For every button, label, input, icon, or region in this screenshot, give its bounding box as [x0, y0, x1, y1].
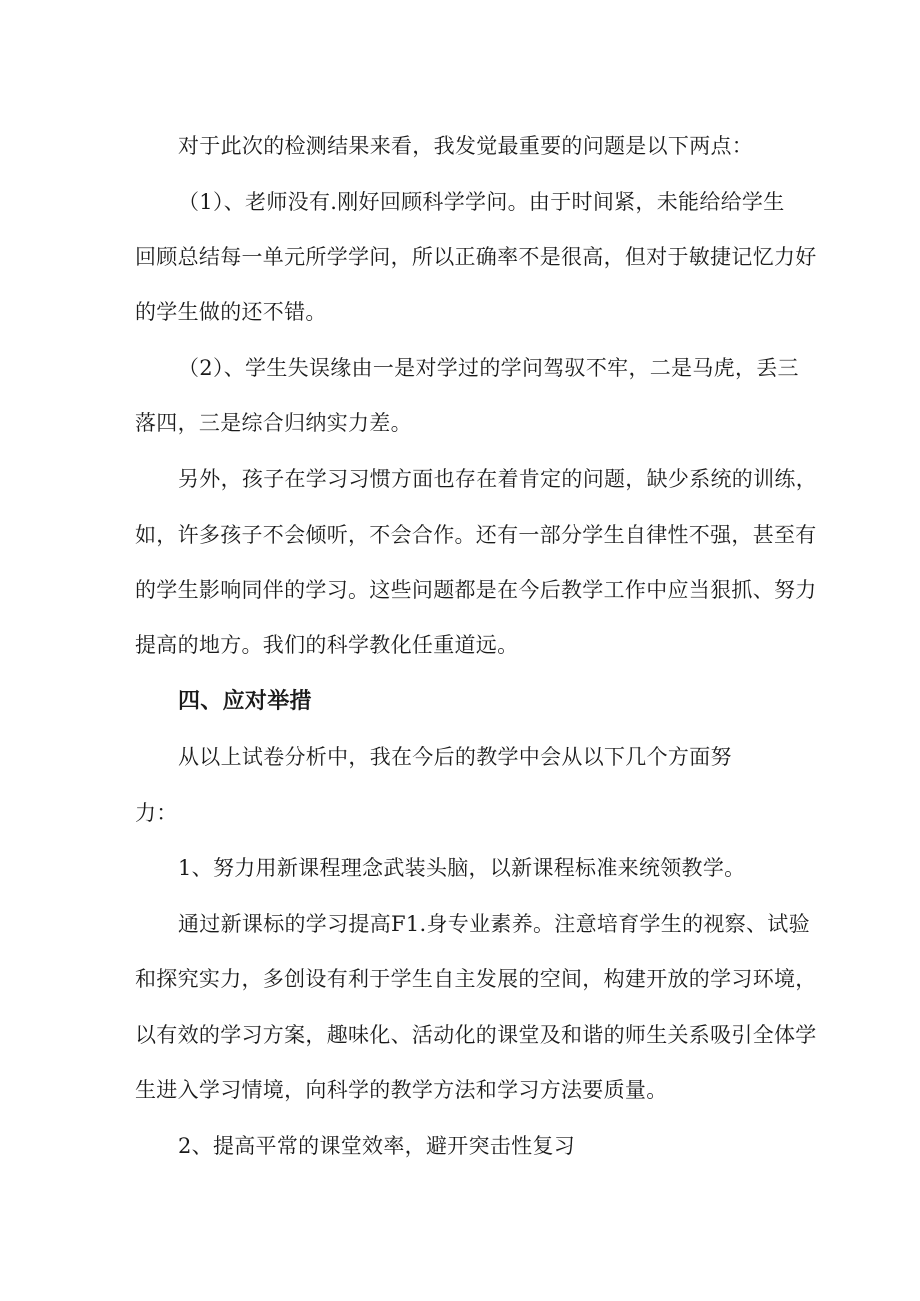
paragraph-habits-line-3: 的学生影响同伴的学习。这些问题都是在今后教学工作中应当狠抓、努力: [135, 578, 817, 602]
paragraph-habits-line-2: 如，许多孩子不会倾听，不会合作。还有一部分学生自律性不强，甚至有: [135, 523, 817, 547]
paragraph-habits-line-4: 提高的地方。我们的科学教化任重道远。: [135, 633, 519, 657]
paragraph-point-1-line-1: （1）、老师没有.刚好回顾科学学问。由于时间紧，未能给给学生: [178, 190, 785, 214]
paragraph-curriculum-line-2: 和探究实力，多创设有利于学生自主发展的空间，构建开放的学习环境，: [135, 967, 817, 991]
paragraph-point-1-line-3: 的学生做的还不错。: [135, 300, 327, 324]
paragraph-analysis-line-1: 从以上试卷分析中，我在今后的教学中会从以下几个方面努: [178, 745, 732, 769]
list-item-1: 1、努力用新课程理念武装头脑，以新课程标准来统领教学。: [178, 856, 746, 880]
paragraph-point-1-line-2: 回顾总结每一单元所学学问，所以正确率不是很高，但对于敏捷记忆力好: [135, 245, 817, 269]
paragraph-analysis-line-2: 力：: [135, 801, 178, 825]
paragraph-curriculum-line-1: 通过新课标的学习提高F1.身专业素养。注意培育学生的视察、试验: [178, 912, 810, 936]
paragraph-intro: 对于此次的检测结果来看，我发觉最重要的问题是以下两点：: [178, 134, 754, 158]
list-item-2: 2、提高平常的课堂效率，避开突击性复习: [178, 1134, 576, 1158]
paragraph-habits-line-1: 另外，孩子在学习习惯方面也存在着肯定的问题，缺少系统的训练，: [178, 467, 817, 491]
paragraph-curriculum-line-4: 生进入学习情境，向科学的教学方法和学习方法要质量。: [135, 1078, 668, 1102]
paragraph-point-2-line-1: （2）、学生失误缘由一是对学过的学问驾驭不牢，二是马虎，丢三: [178, 356, 799, 380]
paragraph-point-2-line-2: 落四，三是综合归纳实力差。: [135, 411, 412, 435]
section-heading: 四、应对举措: [178, 689, 312, 714]
paragraph-curriculum-line-3: 以有效的学习方案，趣味化、活动化的课堂及和谐的师生关系吸引全体学: [135, 1023, 817, 1047]
